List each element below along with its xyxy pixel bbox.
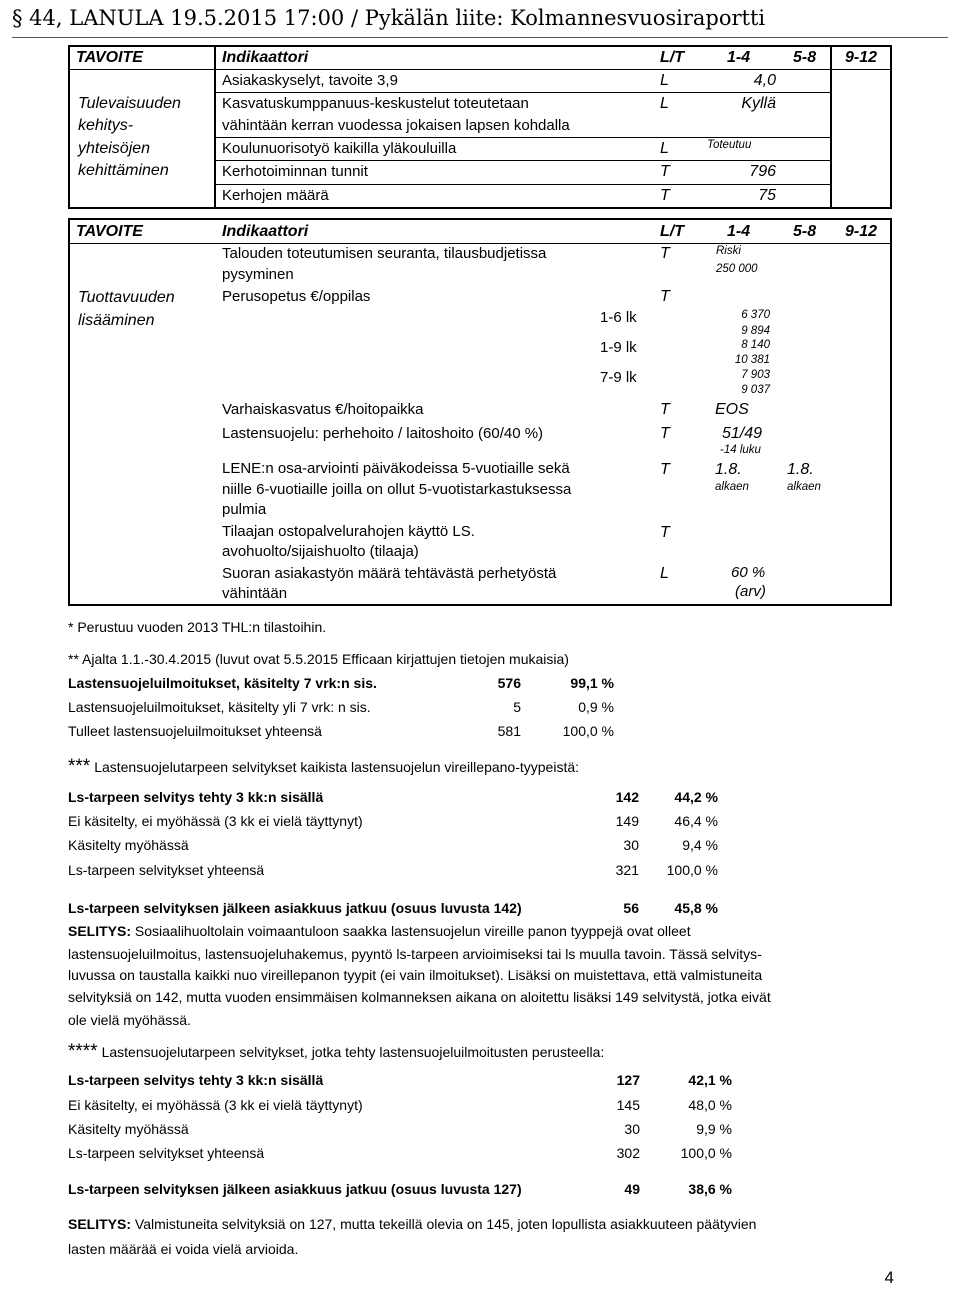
stat-label: Tulleet lastensuojeluilmoitukset yhteensä xyxy=(68,723,322,739)
table-2-lt-value: T xyxy=(660,401,670,418)
table-1-header-rule xyxy=(68,69,892,70)
selitys-2-head: SELITYS: xyxy=(68,1216,132,1232)
table-1-lt-value: L xyxy=(660,95,669,112)
stat-label: Ls-tarpeen selvitys tehty 3 kk:n sisällä xyxy=(68,1072,324,1088)
table-1-goal-line: kehitys- xyxy=(78,117,134,134)
selitys-1-line: Sosiaalihuoltolain voimaantuloon saakka lastensuojelun vireille panon tyyppejä ovat olleet xyxy=(131,923,691,939)
selitys-1-line: selvityksiä on 142, mutta vuoden ensimmäisen kolmanneksen aikana on aloitettu lisäksi 149 selvitystä, jotka eivät xyxy=(68,989,771,1005)
table-1-col-5-8: 5-8 xyxy=(793,49,817,66)
stat-percent: 44,2 % xyxy=(674,789,718,805)
stat-count: 321 xyxy=(615,862,639,878)
table-1-indicator: Koulunuorisotyö kaikilla yläkouluilla xyxy=(222,140,457,157)
note-2: ** Ajalta 1.1.-30.4.2015 (luvut ovat 5.5.2015 Efficaan kirjattujen tietojen mukaisia) xyxy=(68,651,569,667)
table-2-value-cont: (arv) xyxy=(735,583,766,600)
stat-count: 145 xyxy=(616,1097,640,1113)
table-2-sub-label: 1-6 lk xyxy=(600,309,637,326)
stat-percent: 99,1 % xyxy=(570,675,614,691)
table-1-indicator: Kasvatuskumppanuus-keskustelut toteutetaan xyxy=(222,95,529,112)
selitys-1 xyxy=(68,922,691,940)
stat-percent: 45,8 % xyxy=(674,900,718,916)
table-2-lt-value: T xyxy=(660,425,670,442)
table-2-col-1-4: 1-4 xyxy=(727,223,751,240)
table-2-value-cont: -14 luku xyxy=(720,444,761,456)
stat-count: 302 xyxy=(616,1145,640,1161)
selitys-1-line: luvussa on taustalla kaikki nuo vireillepanon tyypit (ei vain ilmoitukset). Lisäksi on muistettava, että valmistuneita xyxy=(68,967,763,983)
stat-count: 49 xyxy=(624,1181,640,1197)
stat-label: Ls-tarpeen selvitys tehty 3 kk:n sisällä xyxy=(68,789,324,805)
table-2-lt-value: T xyxy=(660,288,670,305)
table-2-value: 51/49 xyxy=(722,425,763,442)
table-1-indicator-cont: vähintään kerran vuodessa jokaisen lapsen kohdalla xyxy=(222,117,570,134)
table-2-value-cont: alkaen xyxy=(787,481,821,493)
stat-count: 142 xyxy=(615,789,639,805)
stat-percent: 0,9 % xyxy=(578,699,614,715)
table-1-value: 4,0 xyxy=(753,72,776,89)
stat-count: 576 xyxy=(497,675,521,691)
table-2-indicator: Tilaajan ostopalvelurahojen käyttö LS. xyxy=(222,523,475,540)
table-2-goal-line: lisääminen xyxy=(78,312,155,329)
table-2-sub-value: 9 894 xyxy=(741,325,770,337)
stat-percent: 9,9 % xyxy=(696,1121,732,1137)
stat-label: Käsitelty myöhässä xyxy=(68,837,189,853)
table-2-value: Riski xyxy=(716,245,741,257)
table-2-lt-value: T xyxy=(660,245,670,262)
table-2-indikaattori-header: Indikaattori xyxy=(222,223,309,240)
table-1-row-rule xyxy=(214,184,832,185)
note-4-text: Lastensuojelutarpeen selvitykset, jotka tehty lastensuojeluilmoitusten perusteella: xyxy=(101,1044,605,1060)
note-3-text: Lastensuojelutarpeen selvitykset kaikista lastensuojelun vireillepano-tyypeistä: xyxy=(94,759,580,775)
table-2-lt-value: T xyxy=(660,461,670,478)
stat-percent: 100,0 % xyxy=(680,1145,732,1161)
table-2-indicator-cont: vähintään xyxy=(222,585,288,602)
table-2-tavoite-header: TAVOITE xyxy=(76,223,143,240)
stat-percent: 42,1 % xyxy=(688,1072,732,1088)
stat-label: Lastensuojeluilmoitukset, käsitelty 7 vrk:n sis. xyxy=(68,675,377,691)
selitys-2-line: Valmistuneita selvityksiä on 127, mutta tekeillä olevia on 145, joten lopullista asiakkuuteen päätyvien xyxy=(131,1216,757,1232)
stat-percent: 100,0 % xyxy=(562,723,614,739)
stat-percent: 100,0 % xyxy=(666,862,718,878)
stat-label: Ei käsitelty, ei myöhässä (3 kk ei vielä täyttynyt) xyxy=(68,813,363,829)
table-2-indicator: LENE:n osa-arviointi päiväkodeissa 5-vuotiaille sekä xyxy=(222,460,570,477)
stat-label: Käsitelty myöhässä xyxy=(68,1121,189,1137)
table-2-indicator-cont: avohuolto/sijaishuolto (tilaaja) xyxy=(222,543,419,560)
table-1-lt-value: T xyxy=(660,163,670,180)
stat-percent: 46,4 % xyxy=(674,813,718,829)
table-2 xyxy=(68,218,892,606)
table-2-value: 1.8. xyxy=(787,461,814,478)
stat-percent: 38,6 % xyxy=(688,1181,732,1197)
table-2-indicator: Varhaiskasvatus €/hoitopaikka xyxy=(222,401,424,418)
table-2-indicator: Talouden toteutumisen seuranta, tilausbudjetissa xyxy=(222,245,547,262)
table-2-sub-label: 7-9 lk xyxy=(600,369,637,386)
stat-percent: 9,4 % xyxy=(682,837,718,853)
selitys-1-line: ole vielä myöhässä. xyxy=(68,1012,191,1028)
stat-count: 30 xyxy=(624,1121,640,1137)
table-1-lt-value: L xyxy=(660,140,669,157)
table-2-value-cont: alkaen xyxy=(715,481,749,493)
stat-count: 581 xyxy=(497,723,521,739)
stat-count: 149 xyxy=(615,813,639,829)
table-2-lt-header: L/T xyxy=(660,223,684,240)
table-2-sub-value: 10 381 xyxy=(734,354,770,366)
table-1-row-rule xyxy=(214,160,832,161)
table-1-tavoite-header: TAVOITE xyxy=(76,49,143,66)
table-1-indicator: Asiakaskyselyt, tavoite 3,9 xyxy=(222,72,398,89)
table-1-col-1-4: 1-4 xyxy=(727,49,751,66)
table-2-col-9-12: 9-12 xyxy=(845,223,878,240)
stat-label: Ls-tarpeen selvityksen jälkeen asiakkuus jatkuu (osuus luvusta 142) xyxy=(68,900,522,916)
stat-count: 5 xyxy=(513,699,521,715)
stat-label: Lastensuojeluilmoitukset, käsitelty yli 7 vrk: n sis. xyxy=(68,699,371,715)
note-4-heading xyxy=(68,1043,604,1062)
table-2-value: 60 % xyxy=(731,564,766,581)
table-2-indicator-cont: niille 6-vuotiaille joilla on ollut 5-vuotistarkastuksessa xyxy=(222,481,572,498)
table-2-indicator: Suoran asiakastyön määrä tehtävästä perhetyöstä xyxy=(222,565,557,582)
note-4-stars: **** xyxy=(68,1041,98,1062)
table-2-indicator: Lastensuojelu: perhehoito / laitoshoito (60/40 %) xyxy=(222,425,544,442)
stat-count: 127 xyxy=(616,1072,640,1088)
selitys-2 xyxy=(68,1215,756,1233)
page-header: § 44, LANULA 19.5.2015 17:00 / Pykälän liite: Kolmannesvuosiraportti xyxy=(12,6,766,30)
table-1-indicator: Kerhotoiminnan tunnit xyxy=(222,163,368,180)
selitys-1-line: lastensuojeluilmoitus, lastensuojeluhakemus, pyyntö ls-tarpeen arvioimiseksi tai ls muulla tavoin. Tässä selvitys- xyxy=(68,946,762,962)
stat-label: Ls-tarpeen selvitykset yhteensä xyxy=(68,862,265,878)
table-1-goal-line: Tulevaisuuden xyxy=(78,95,181,112)
note-1: * Perustuu vuoden 2013 THL:n tilastoihin. xyxy=(68,619,327,635)
table-1-indicator: Kerhojen määrä xyxy=(222,187,329,204)
table-2-sub-label: 1-9 lk xyxy=(600,339,637,356)
note-3-heading xyxy=(68,758,579,777)
table-1-col-9-12: 9-12 xyxy=(845,49,878,66)
table-2-col-5-8: 5-8 xyxy=(793,223,817,240)
selitys-2-line: lasten määrää ei voida vielä arvioida. xyxy=(68,1241,299,1257)
table-2-value: EOS xyxy=(715,401,749,418)
table-2-sub-value: 7 903 xyxy=(741,369,770,381)
table-1-indikaattori-header: Indikaattori xyxy=(222,49,309,66)
stat-label: Ei käsitelty, ei myöhässä (3 kk ei vielä täyttynyt) xyxy=(68,1097,363,1113)
header-rule xyxy=(12,37,948,38)
table-1-lt-value: T xyxy=(660,187,670,204)
table-2-sub-value: 8 140 xyxy=(741,339,770,351)
table-1-goal-line: yhteisöjen xyxy=(78,140,151,157)
table-2-value-cont: 250 000 xyxy=(716,263,758,275)
table-1-goal-line: kehittäminen xyxy=(78,162,169,179)
stat-count: 30 xyxy=(623,837,639,853)
table-2-sub-value: 6 370 xyxy=(741,309,770,321)
table-2-lt-value: T xyxy=(660,524,670,541)
table-2-indicator: Perusopetus €/oppilas xyxy=(222,288,371,305)
table-2-indicator-cont: pulmia xyxy=(222,501,267,518)
table-1-value: Toteutuu xyxy=(707,139,752,151)
table-2-sub-value: 9 037 xyxy=(741,384,770,396)
table-2-indicator-cont: pysyminen xyxy=(222,266,294,283)
table-1-lt-header: L/T xyxy=(660,49,684,66)
stat-percent: 48,0 % xyxy=(688,1097,732,1113)
table-1-row-rule xyxy=(214,92,832,93)
selitys-1-head: SELITYS: xyxy=(68,923,132,939)
table-2-lt-value: L xyxy=(660,565,669,582)
stat-label: Ls-tarpeen selvityksen jälkeen asiakkuus jatkuu (osuus luvusta 127) xyxy=(68,1181,522,1197)
page-number: 4 xyxy=(884,1268,894,1287)
stat-count: 56 xyxy=(623,900,639,916)
table-1-value: 796 xyxy=(749,163,776,180)
table-1-value: 75 xyxy=(758,187,776,204)
stat-label: Ls-tarpeen selvitykset yhteensä xyxy=(68,1145,265,1161)
table-1-lt-value: L xyxy=(660,72,669,89)
table-2-value: 1.8. xyxy=(715,461,742,478)
note-3-stars: *** xyxy=(68,756,91,777)
table-2-goal-line: Tuottavuuden xyxy=(78,289,175,306)
table-1-value: Kyllä xyxy=(741,95,776,112)
